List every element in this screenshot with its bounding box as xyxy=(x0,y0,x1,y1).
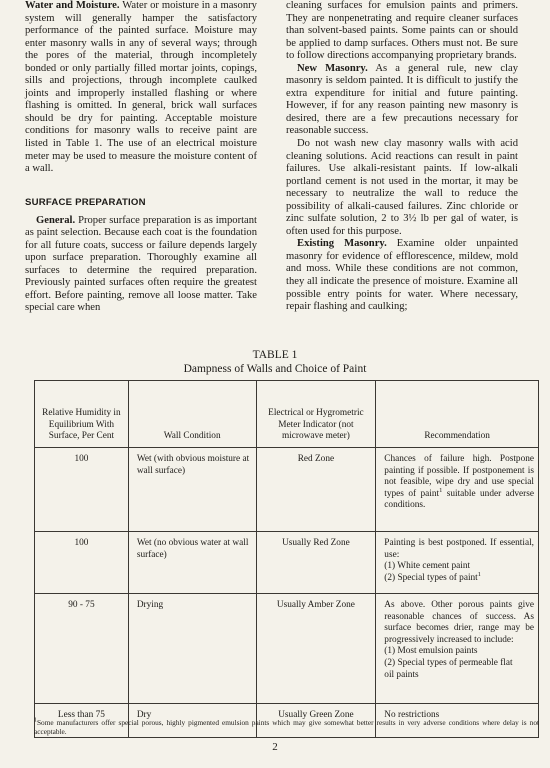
runin-heading: Existing Masonry. xyxy=(297,238,387,250)
cell-humidity: 100 xyxy=(35,448,129,532)
header-recommendation: Recommendation xyxy=(376,381,539,448)
table-header-row xyxy=(35,381,539,448)
cell-recommendation: Painting is best postponed. If essential, use: (1) White cement paint (2) Special types of paint$^1$ xyxy=(376,532,539,594)
table-caption: Dampness of Walls and Choice of Paint xyxy=(183,363,367,375)
header-humidity: Relative Humidity in Equilibrium With Surface, Per Cent xyxy=(35,381,129,448)
cell-recommendation: Chances of failure high. Postpone painting if possible. If postponement is not feasible, wipe dry and use special types of paint$^1$ suitable under adverse conditions. xyxy=(376,448,539,532)
page-number: 2 xyxy=(272,741,278,753)
paragraph-existing-masonry: Existing Masonry. Examine older unpainted masonry for evidence of efflorescence, mildew, mold and moss. While these conditions are not common, they all indicate the presence of moisture. Examine all possible entry points for water. Where necessary, repair flashing and caulking; xyxy=(286,238,518,313)
cell-condition: Drying xyxy=(128,594,256,704)
section-heading: SURFACE PREPARATION xyxy=(25,196,146,208)
table-label: TABLE 1 xyxy=(252,349,298,361)
paragraph-continued: cleaning surfaces for emulsion paints and primers. They are nonpenetrating and require cleaner surfaces than solvent-based paints. Some paints can or should be applied to damp surfaces. Others must not. Be sure to follow directions accompanying proprietary brands. xyxy=(286,0,518,62)
right-column xyxy=(286,0,518,314)
cell-humidity: 100 xyxy=(35,532,129,594)
cell-condition: Dry xyxy=(128,704,256,738)
cell-recommendation: As above. Other porous paints give reasonable chances of success. As surface becomes drier, range may be progressively increased to include: (1) Most emulsion paints (2) Special types of permeable flat oil paints xyxy=(376,594,539,704)
cell-meter: Red Zone xyxy=(256,448,376,532)
header-wall-condition: Wall Condition xyxy=(128,381,256,448)
paragraph-acid-cleaning: Do not wash new clay masonry walls with acid cleaning solutions. Acid reactions can result in paint failures. Use alkali-resistant paints. If low-alkali portland cement is not used in the mortar, it may be necessary to neutralize the wall to reduce the possibility of alkali-caused failures. Zinc chloride or zinc sulfate solution, 2 to 3½ lb per gal of water, is often used for this purpose. xyxy=(286,138,518,237)
table-row xyxy=(35,448,539,532)
cell-meter: Usually Green Zone xyxy=(256,704,376,738)
footnote: $^1$Some manufacturers offer special porous, highly pigmented emulsion paints which may give somewhat better results in very adverse conditions where delay is not acceptable. xyxy=(34,717,539,736)
table-row xyxy=(35,594,539,704)
footnote-marker: 1 xyxy=(477,570,482,578)
table-row xyxy=(35,532,539,594)
dampness-table xyxy=(34,380,539,738)
left-column xyxy=(25,0,257,315)
footnote-marker: 1 xyxy=(34,717,37,724)
cell-humidity: Less than 75 xyxy=(35,704,129,738)
paragraph-new-masonry: New Masonry. As a general rule, new clay masonry is seldom painted. It is difficult to justify the extra expenditure for initial and future painting. However, if for any reason painting new masonry is desired, there are a few precautions necessary for reasonable success. xyxy=(286,62,518,137)
paragraph-general: General. Proper surface preparation is as important as paint selection. Because each coat is the foundation for all future coats, success or failure depends largely upon surface preparation. Thoroughly examine all surfaces to determine the required preparation. Previously painted surfaces often require the greatest effort. Before painting, remove all loose matter. Take special care when xyxy=(25,214,257,314)
runin-heading: Water and Moisture. xyxy=(25,0,120,11)
runin-heading: New Masonry. xyxy=(297,62,368,74)
cell-meter: Usually Amber Zone xyxy=(256,594,376,704)
footnote-marker: 1 xyxy=(439,486,443,494)
cell-condition: Wet (with obvious moisture at wall surface) xyxy=(128,448,256,532)
runin-heading: General. xyxy=(36,214,76,226)
header-meter: Electrical or Hygrometric Meter Indicator (not microwave meter) xyxy=(256,381,376,448)
table-title xyxy=(0,348,550,376)
cell-condition: Wet (no obvious water at wall surface) xyxy=(128,532,256,594)
cell-recommendation: No restrictions xyxy=(376,704,539,738)
paragraph-water-moisture: Water and Moisture. Water or moisture in a masonry system will generally hamper the satisfactory performance of the painted surface. Moisture may enter masonry walls in any of several ways; through the pores of the material, through incompletely bonded or only partially filled mortar joints, copings, sills and projections, through incomplete caulked joints and improperly installed flashing or where flashing is omitted. In general, brick wall surfaces should be dry for painting. Acceptable moisture conditions for masonry walls to receive paint are listed in Table 1. The use of an electrical moisture meter may be used to measure the moisture content of a wall. xyxy=(25,0,257,175)
cell-meter: Usually Red Zone xyxy=(256,532,376,594)
cell-humidity: 90 - 75 xyxy=(35,594,129,704)
